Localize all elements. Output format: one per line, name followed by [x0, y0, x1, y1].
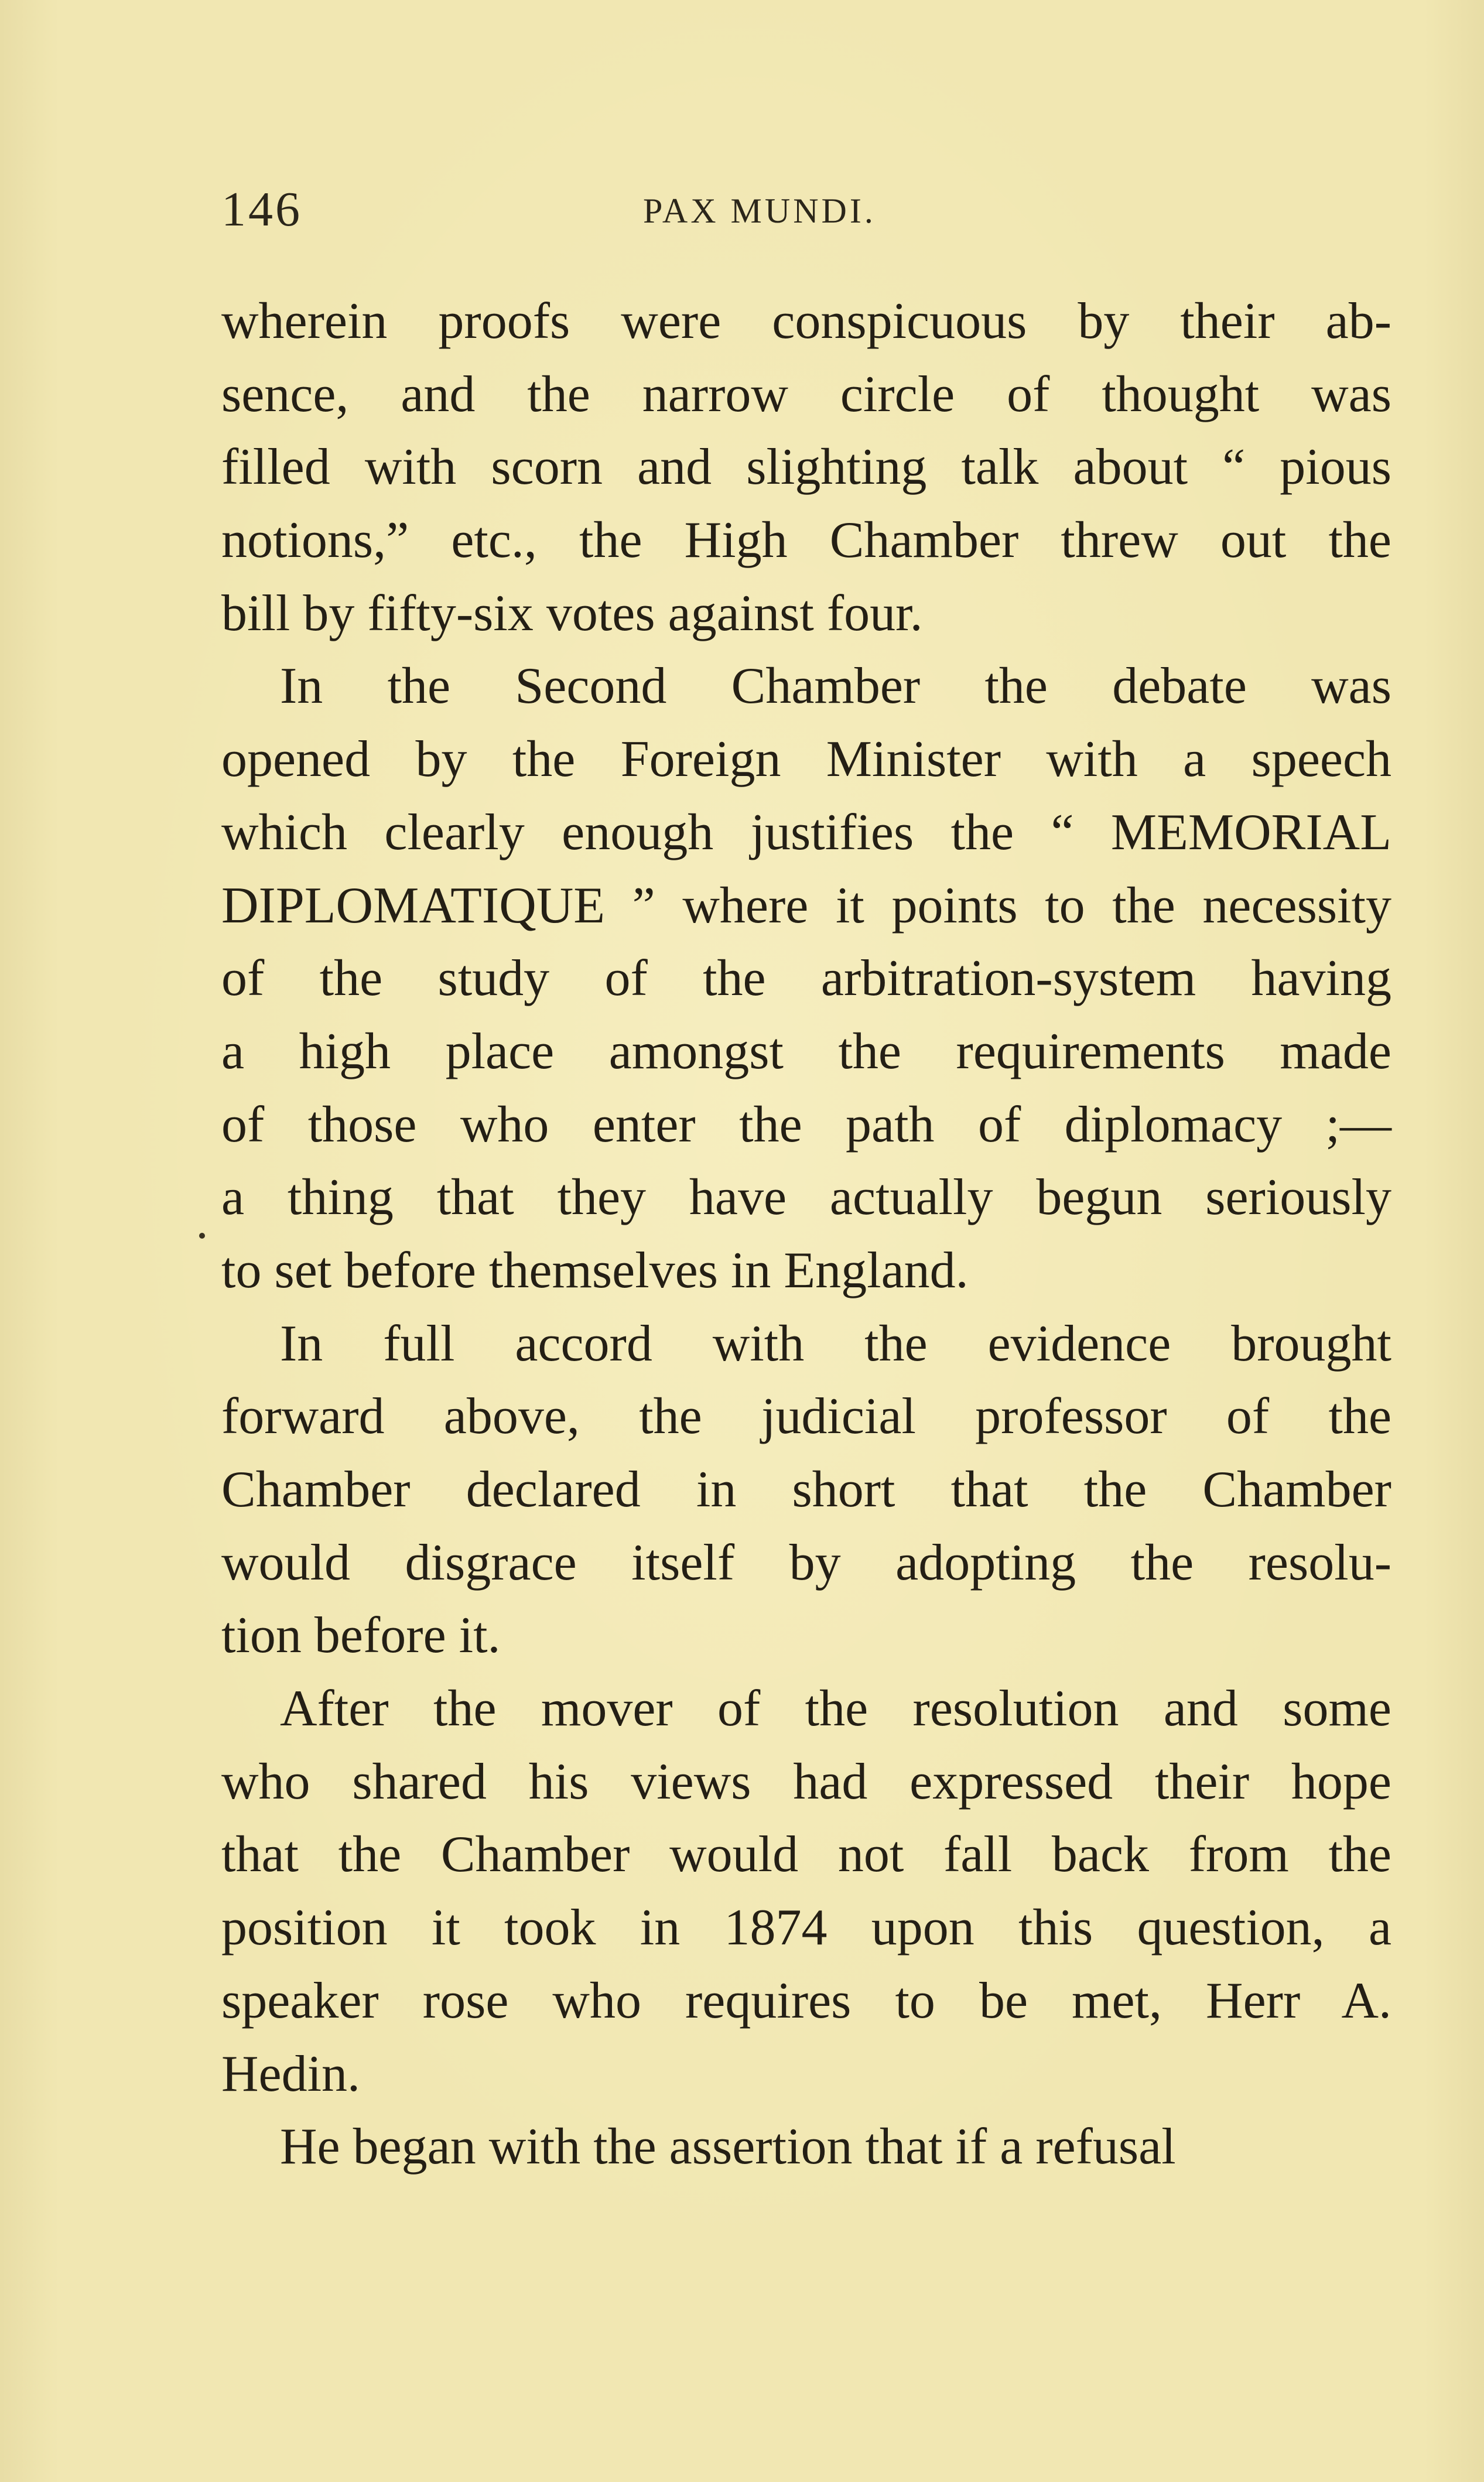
text-line: of the study of the arbitration-system having: [221, 950, 1391, 1007]
text-line: opened by the Foreign Minister with a speech: [221, 731, 1391, 788]
text-line: to set before themselves in England.: [221, 1242, 969, 1299]
text-line: filled with scorn and slighting talk about “ pious: [221, 439, 1391, 496]
text-line: position it took in 1874 upon this question, a: [221, 1899, 1391, 1957]
body-text: [221, 285, 1391, 2184]
text-line: DIPLOMATIQUE ” where it points to the necessity: [221, 877, 1391, 934]
text-line: of those who enter the path of diplomacy ;—: [221, 1096, 1391, 1153]
text-line: who shared his views had expressed their hope: [221, 1753, 1391, 1810]
text-line: speaker rose who requires to be met, Herr A.: [221, 1972, 1391, 2029]
text-line: a high place amongst the requirements made: [221, 1023, 1391, 1080]
text-line: that the Chamber would not fall back from the: [221, 1826, 1391, 1883]
text-line: which clearly enough justifies the “ MEMORIAL: [221, 804, 1391, 861]
page-number: 146: [221, 182, 302, 237]
text-line: would disgrace itself by adopting the resolu-: [221, 1534, 1391, 1591]
text-line: He began with the assertion that if a refusal: [280, 2118, 1176, 2176]
text-line: In the Second Chamber the debate was: [280, 658, 1391, 715]
text-line: Hedin.: [221, 2045, 361, 2102]
running-head: PAX MUNDI.: [643, 192, 876, 230]
text-line: a thing that they have actually begun seriously: [221, 1169, 1391, 1226]
text-line: Chamber declared in short that the Chamber: [221, 1461, 1391, 1518]
text-line: After the mover of the resolution and some: [280, 1680, 1391, 1738]
page-header: [221, 180, 1391, 251]
text-line: In full accord with the evidence brought: [280, 1315, 1391, 1372]
text-line: sence, and the narrow circle of thought was: [221, 365, 1391, 423]
text-line: tion before it.: [221, 1607, 501, 1664]
text-line: wherein proofs were conspicuous by their ab-: [221, 293, 1391, 350]
text-line: bill by fifty-six votes against four.: [221, 584, 923, 642]
text-line: forward above, the judicial professor of the: [221, 1388, 1391, 1445]
text-line: notions,” etc., the High Chamber threw out the: [221, 512, 1391, 569]
ink-speck: [199, 1233, 205, 1239]
